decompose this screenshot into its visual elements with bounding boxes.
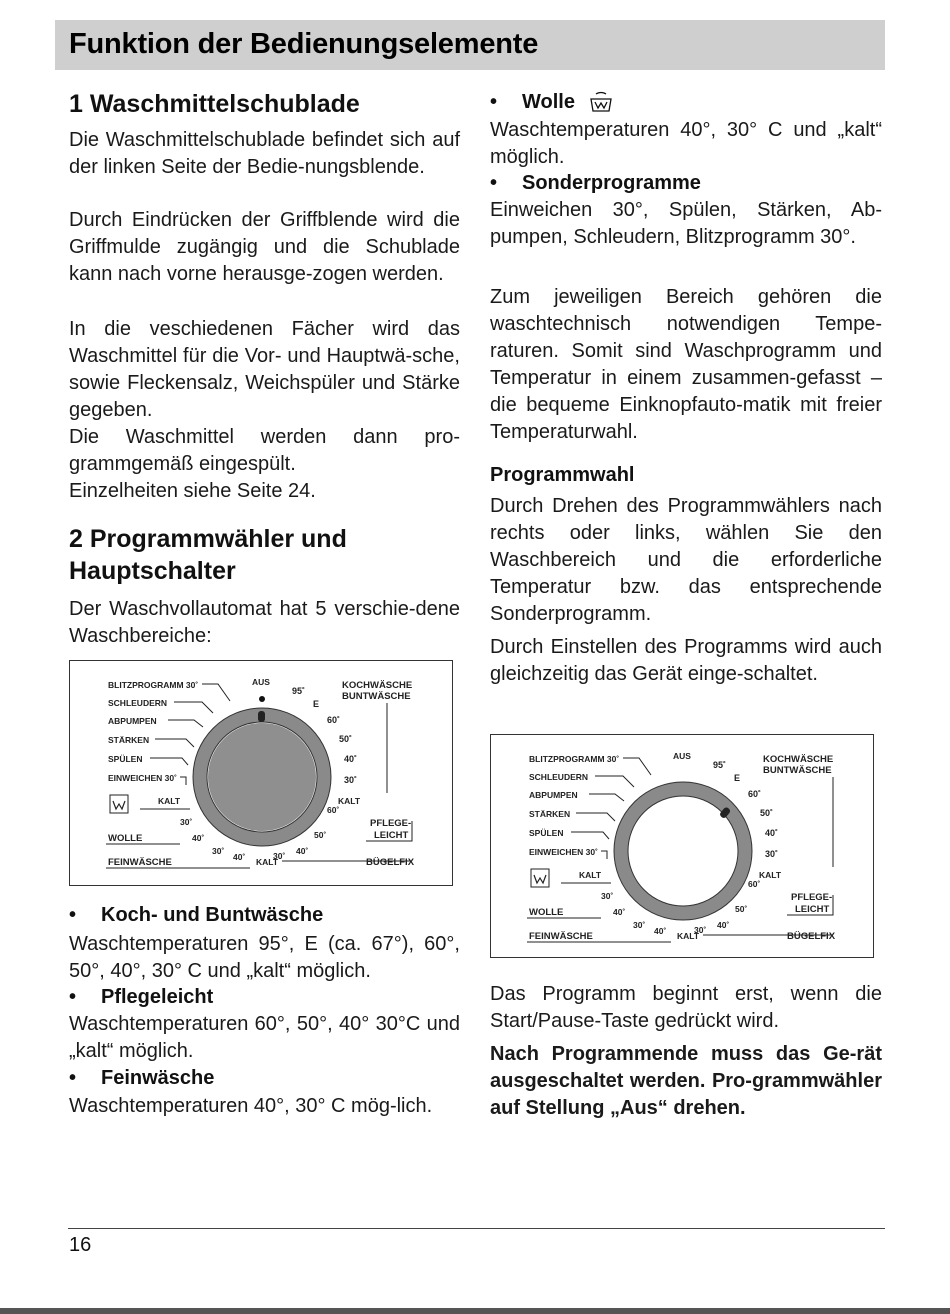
dial-label-feinwaesche: FEINWÄSCHE [529,931,593,942]
paragraph: Durch Drehen des Programmwählers nach rechts oder links, wählen Sie den Waschbereich und die erforderliche Temperatur bzw. das entsprechende Sonderprogramm. [490,495,882,625]
dial-temp-60: 60˚ [327,715,341,725]
page-bottom-edge [0,1308,950,1314]
subheading-programmwahl: Programmwahl [490,464,635,486]
page-number: 16 [69,1234,92,1256]
wool-care-icon [110,795,128,813]
dial-pflege-60: 60˚ [748,879,761,889]
paragraph: Einzelheiten siehe Seite 24. [69,480,316,502]
dial-label-kalt-left: KALT [158,796,181,806]
dial-label-kochwaesche: KOCHWÄSCHE [763,754,834,765]
paragraph: Durch Einstellen des Programms wird auch gleichzeitig das Gerät einge-schaltet. [490,636,882,685]
dial-label-wolle: WOLLE [529,907,564,918]
dial-label-abpumpen: ABPUMPEN [108,716,157,726]
dial-label-schleudern: SCHLEUDERN [529,772,589,782]
dial-temp-40: 40˚ [765,828,779,838]
dial-label-pflege: PFLEGE- [791,892,833,903]
page-title: Funktion der Bedienungselemente [69,28,539,60]
dial-label-buegelfix: BÜGELFIX [366,857,415,868]
dial-pflege-30: 30˚ [694,925,707,935]
paragraph: Zum jeweiligen Bereich gehören die waschtechnisch notwendigen Tempe-raturen. Somit sind Waschprogramm und Temperatur in einem zusammen-gefasst – die bequeme Einknopfauto-matik mit freier Temperaturwahl. [490,286,882,443]
dial-label-abpumpen: ABPUMPEN [529,790,578,800]
paragraph: Waschtemperaturen 60°, 50°, 40° 30°C und „kalt“ möglich. [69,1013,460,1062]
dial-pflege-30: 30˚ [273,851,286,861]
dial-label-aus: AUS [252,677,270,687]
dial-label-leicht: LEICHT [374,830,409,841]
dial-label-wolle: WOLLE [108,833,143,844]
dial-wolle-30: 30˚ [180,817,193,827]
dial-label-kalt-right: KALT [759,870,782,880]
paragraph: Die Waschmittelschublade befindet sich auf der linken Seite der Bedie-nungsblende. [69,129,460,178]
dial-temp-e: E [313,699,320,709]
section-heading-program-selector: 2 Programmwähler und [69,525,347,553]
footer-divider [68,1228,885,1229]
dial-label-kalt-bottom: KALT [677,931,700,941]
paragraph: Waschtemperaturen 40°, 30° C mög-lich. [69,1095,433,1117]
dial-label-kalt-left: KALT [579,870,602,880]
dial-label-staerken: STÄRKEN [529,809,571,819]
program-dial-diagram-selected [490,734,874,958]
dial-label-kochwaesche: KOCHWÄSCHE [342,680,413,691]
dial-label-buntwaesche: BUNTWÄSCHE [763,765,832,776]
paragraph: Waschtemperaturen 95°, E (ca. 67°), 60°, 50°, 40°, 30° C und „kalt“ möglich. [69,933,460,982]
dial-pflege-40: 40˚ [717,920,730,930]
dial-wolle-40: 40˚ [613,907,626,917]
dial-illustration [70,661,454,887]
dial-temp-30: 30˚ [765,849,779,859]
dial-temp-30: 30˚ [344,775,358,785]
dial-label-einweichen: EINWEICHEN 30˚ [529,847,598,857]
dial-label-blitzprogramm: BLITZPROGRAMM 30˚ [529,754,620,764]
dial-label-pflege: PFLEGE- [370,818,412,829]
paragraph: Waschtemperaturen 40°, 30° C und „kalt“ möglich. [490,119,882,168]
dial-wolle-40: 40˚ [192,833,205,843]
dial-fein-40: 40˚ [233,852,246,862]
dial-temp-40: 40˚ [344,754,358,764]
dial-label-buegelfix: BÜGELFIX [787,931,836,942]
dial-temp-95: 95˚ [292,686,306,696]
dial-label-feinwaesche: FEINWÄSCHE [108,857,172,868]
dial-label-spuelen: SPÜLEN [529,828,564,838]
paragraph: Einweichen 30°, Spülen, Stärken, Ab-pumpen, Schleudern, Blitzprogramm 30°. [490,199,882,248]
dial-illustration [491,735,875,959]
paragraph: Durch Eindrücken der Griffblende wird die Griffmulde zugängig und die Schublade kann nach vorne herausge-zogen werden. [69,209,460,285]
section-heading-detergent-drawer: 1 Waschmittelschublade [69,90,360,118]
dial-pflege-60: 60˚ [327,805,340,815]
dial-label-spuelen: SPÜLEN [108,754,143,764]
dial-label-kalt-right: KALT [338,796,361,806]
dial-label-buntwaesche: BUNTWÄSCHE [342,691,411,702]
paragraph: In die veschiedenen Fächer wird das Waschmittel für die Vor- und Hauptwä-sche, sowie Fleckensalz, Weichspüler und Stärke gegeben. [69,318,460,421]
dial-label-blitzprogramm: BLITZPROGRAMM 30˚ [108,680,199,690]
dial-temp-60: 60˚ [748,789,762,799]
dial-temp-95: 95˚ [713,760,727,770]
wool-care-icon [589,90,613,114]
dial-label-leicht: LEICHT [795,904,830,915]
dial-temp-50: 50˚ [760,808,774,818]
section-heading-program-selector-line2: Hauptschalter [69,557,236,585]
paragraph: Die Waschmittel werden dann pro-grammgemäß eingespült. [69,426,460,475]
wool-care-icon [531,869,549,887]
program-dial-diagram-aus [69,660,453,886]
dial-temp-e: E [734,773,741,783]
dial-label-einweichen: EINWEICHEN 30˚ [108,773,177,783]
paragraph: Der Waschvollautomat hat 5 verschie-dene Waschbereiche: [69,598,460,647]
paragraph: Das Programm beginnt erst, wenn die Start/Pause-Taste gedrückt wird. [490,983,882,1032]
dial-label-kalt-bottom: KALT [256,857,279,867]
dial-temp-50: 50˚ [339,734,353,744]
dial-pflege-50: 50˚ [314,830,327,840]
dial-fein-40: 40˚ [654,926,667,936]
dial-pflege-40: 40˚ [296,846,309,856]
dial-wolle-30: 30˚ [601,891,614,901]
warning-paragraph: Nach Programmende muss das Ge-rät ausgeschaltet werden. Pro-grammwähler auf Stellung „Aus“ drehen. [490,1043,882,1119]
page-header-bar [55,20,885,70]
dial-label-staerken: STÄRKEN [108,735,150,745]
dial-label-aus: AUS [673,751,691,761]
dial-pflege-50: 50˚ [735,904,748,914]
dial-fein-30: 30˚ [212,846,225,856]
dial-label-schleudern: SCHLEUDERN [108,698,168,708]
dial-fein-30: 30˚ [633,920,646,930]
